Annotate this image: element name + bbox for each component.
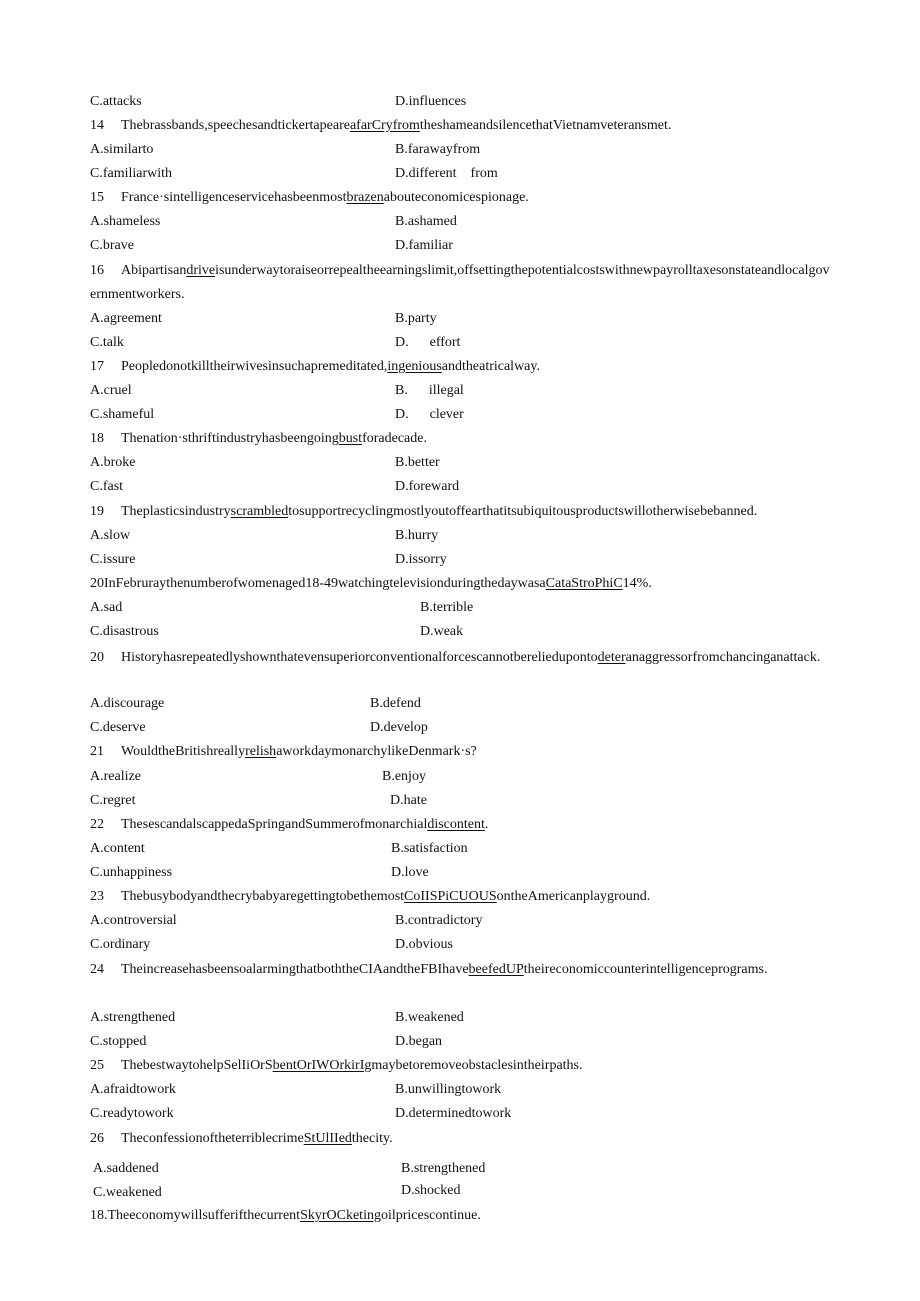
option-b: B.defend [370,696,421,711]
question-text-pre: 20InFebruraythenumberofwomenaged18-49watchingtelevisionduringthedaywasa [90,576,546,591]
option-c: C.readytowork [90,1106,174,1121]
question-text-post: thecity. [351,1131,393,1146]
question-text-pre: TheincreasehasbeensoalarmingthatboththeCIAandtheFBIhave [121,962,469,977]
key-term: StUlIIed [303,1131,352,1146]
question-text-post: isunderwaytoraiseorrepealtheearningslimit,offsettingthepotentialcostswithnewpayrolltaxesonstateandlocalgovernmentworkers. [90,263,830,302]
option-a: A.agreement [90,311,162,326]
question-number: 24 [90,962,104,977]
question-22 [90,815,830,835]
question-number: 20 [90,650,104,665]
option-a: A.discourage [90,696,165,711]
question-text-post: oilpricescontinue. [380,1208,481,1223]
option-d: D.love [391,865,429,880]
question-text-pre: Thebusybodyandthecrybabyaregettingtobethemost [121,889,405,904]
question-15 [90,188,830,208]
question-tail [90,1206,830,1226]
question-text-post: theireconomiccounterintelligenceprograms. [523,962,768,977]
key-term: afarCryfrom [349,118,420,133]
option-d: D.influences [395,94,467,109]
key-term: SkyrOCketing [300,1208,381,1223]
option-b: B.unwillingtowork [395,1082,502,1097]
question-16 [90,259,830,307]
question-26 [90,1129,830,1149]
question-number: 23 [90,889,104,904]
question-text-post: ontheAmericanplayground. [496,889,651,904]
option-c: C.unhappiness [90,865,173,880]
key-term: drive [186,263,216,278]
question-text-post: . [484,817,489,832]
option-b: B.enjoy [382,769,426,784]
question-text-post: anaggressorfromchancinganattack. [625,650,821,665]
question-text-pre: ThesescandalscappedaSpringandSummerofmonarchial [121,817,428,832]
question-21 [90,742,830,762]
option-c: C.weakened [93,1185,162,1200]
key-term: bust [338,431,363,446]
key-term: scrambled [230,504,289,519]
question-number: 16 [90,263,104,278]
question-18 [90,429,830,449]
option-c: C.shameful [90,407,155,422]
option-b: B.satisfaction [391,841,468,856]
option-c: C.stopped [90,1034,147,1049]
option-a: A.sad [90,600,123,615]
option-d: D.hate [390,793,427,808]
option-d: D.develop [370,720,428,735]
question-17 [90,357,830,377]
option-a: A.controversial [90,913,177,928]
key-term: brazen [346,190,384,205]
question-number: 26 [90,1131,104,1146]
option-d: D.determinedtowork [395,1106,512,1121]
key-term: CoIISPiCUOUS [404,889,497,904]
question-20b [90,646,830,670]
option-a: A.saddened [93,1161,159,1176]
question-number: 18 [90,431,104,446]
option-c: C.talk [90,335,124,350]
option-d: D.began [395,1034,443,1049]
key-term: discontent [427,817,485,832]
question-19 [90,502,830,522]
key-term: CataStroPhiC [545,576,623,591]
option-d: D.familiar [395,238,453,253]
question-number: 17 [90,359,104,374]
question-text-post: tosupportrecyclingmostlyoutoffearthatitsubiquitousproductswillotherwisebebanned. [288,504,758,519]
question-23 [90,887,830,907]
option-d: D. effort [395,335,461,350]
question-text-post: foradecade. [362,431,427,446]
option-a: A.slow [90,528,131,543]
option-d: D.different from [395,166,498,181]
key-term: beefedUP [468,962,524,977]
question-text-pre: Thenation·sthriftindustryhasbeengoing [121,431,339,446]
option-b: B.hurry [395,528,439,543]
option-d: D.issorry [395,552,447,567]
key-term: ingenious [387,359,442,374]
option-d: D.obvious [395,937,453,952]
option-d: D.shocked [401,1183,461,1198]
question-number: 25 [90,1058,104,1073]
question-number: 14 [90,118,104,133]
question-text-post: aworkdaymonarchylikeDenmark·s? [276,744,477,759]
question-number: 21 [90,744,104,759]
option-b: B.strengthened [401,1161,486,1176]
question-text-pre: Theconfessionoftheterriblecrime [121,1131,304,1146]
question-14 [90,116,830,136]
option-a: A.shameless [90,214,161,229]
option-c: C.ordinary [90,937,151,952]
question-text-pre: Historyhasrepeatedlyshownthatevensuperiorconventionalforcescannotberelieduponto [121,650,598,665]
question-number: 19 [90,504,104,519]
option-a: A.afraidtowork [90,1082,176,1097]
option-d: D.weak [420,624,464,639]
option-b: B.better [395,455,440,470]
question-number: 22 [90,817,104,832]
option-c: C.deserve [90,720,146,735]
option-b: B.weakened [395,1010,464,1025]
question-text-post: theshameandsilencethatVietnamveteransmet. [419,118,672,133]
option-b: B.farawayfrom [395,142,481,157]
key-term: deter [597,650,626,665]
question-text-post: 14%. [622,576,652,591]
option-b: B.ashamed [395,214,457,229]
question-text-pre: France·sintelligenceservicehasbeenmost [121,190,347,205]
question-text-post: maybetoremoveobstaclesintheirpaths. [371,1058,583,1073]
option-c: C.regret [90,793,136,808]
option-d: D. clever [395,407,464,422]
option-a: A.realize [90,769,141,784]
option-b: B. illegal [395,383,464,398]
question-text-pre: Theplasticsindustry [121,504,231,519]
question-text-pre: Abipartisan [121,263,187,278]
question-text-pre: Peopledonotkilltheirwivesinsuchapremeditated, [121,359,388,374]
question-text-pre: Thebrassbands,speechesandtickertapeare [121,118,350,133]
question-20a [90,574,830,594]
question-text-pre: ThebestwaytohelpSelIiOrS [121,1058,273,1073]
option-a: A.cruel [90,383,132,398]
option-b: B.party [395,311,437,326]
question-text-pre: WouldtheBritishreally [121,744,246,759]
question-number: 15 [90,190,104,205]
question-text-post: andtheatricalway. [441,359,540,374]
option-a: A.broke [90,455,136,470]
option-a: A.strengthened [90,1010,176,1025]
option-c: C.fast [90,479,124,494]
option-c: C.disastrous [90,624,159,639]
key-term: relish [245,744,277,759]
question-24 [90,958,830,982]
option-a: A.content [90,841,145,856]
option-c: C.brave [90,238,134,253]
option-c: C.attacks [90,94,142,109]
question-25 [90,1056,830,1076]
option-c: C.issure [90,552,136,567]
question-text-pre: 18.Theeconomywillsufferifthecurrent [90,1208,301,1223]
option-b: B.terrible [420,600,474,615]
option-a: A.similarto [90,142,154,157]
option-c: C.familiarwith [90,166,173,181]
key-term: bentOrIWOrkirIg [272,1058,372,1073]
option-d: D.foreward [395,479,460,494]
option-b: B.contradictory [395,913,483,928]
question-text-post: abouteconomicespionage. [383,190,529,205]
